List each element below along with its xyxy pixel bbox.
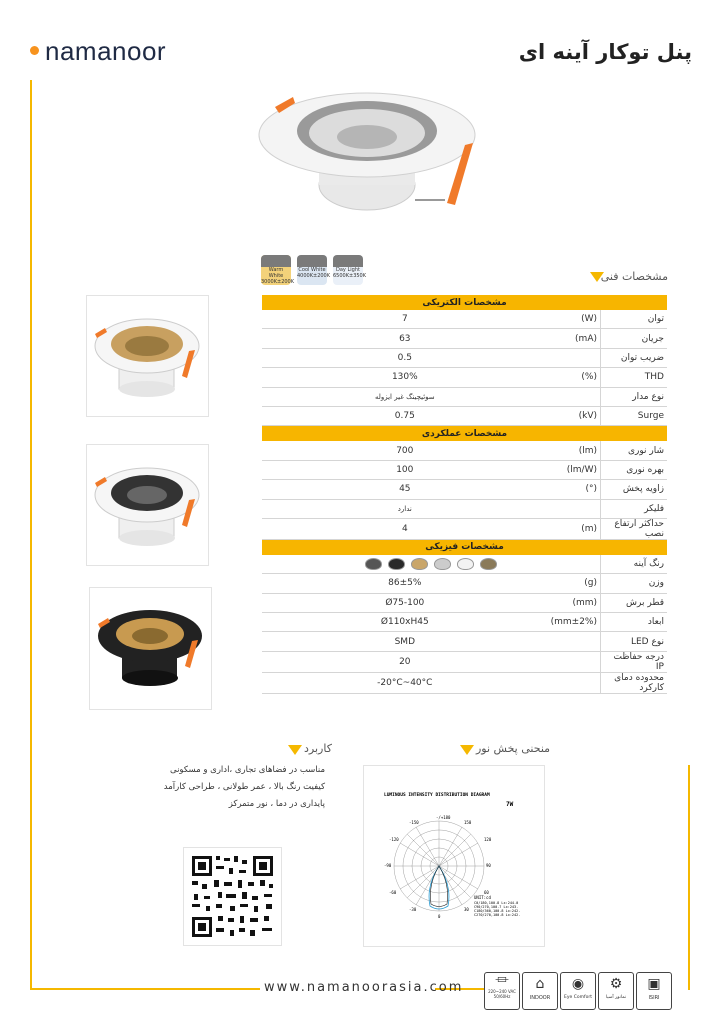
brand-name: namanoor <box>45 36 167 66</box>
usage-text: مناسب در فضاهای تجاری ،اداری و مسکونی کیفیت رنگ بالا ، عمر طولانی ، طراحی کارآمد پایداری در دما ، نور متمرکز <box>163 765 325 809</box>
svg-text:-90: -90 <box>384 863 392 868</box>
product-photo-black <box>86 444 209 566</box>
cool-white-icon: Cool White 4000K±200K <box>297 255 327 285</box>
svg-text:150: 150 <box>464 820 472 825</box>
eye-icon: ◉ <box>571 976 585 992</box>
specs-heading-arrow-icon <box>590 272 604 282</box>
table-row: SMD نوع LED <box>262 632 667 651</box>
warm-white-icon: Warm White 3000K±200K <box>261 255 291 285</box>
table-row: 63 (mA) جریان <box>262 329 667 348</box>
house-icon: ⌂ <box>535 976 545 992</box>
usage-heading: کاربرد <box>304 742 332 755</box>
mirror-color-swatches <box>262 555 601 574</box>
mirror-swatch-black <box>388 558 405 570</box>
website-url[interactable]: www.namanoorasia.com <box>264 980 464 995</box>
table-row: 4 (m) حداکثر ارتفاع نصب <box>262 518 667 539</box>
diagram-title: LUMINOUS INTENSITY DISTRIBUTION DIAGRAM <box>384 793 490 798</box>
voltage-badge: ⏛ 220~240 VAC 50/60Hz <box>484 972 520 1010</box>
svg-text:-60: -60 <box>389 890 397 895</box>
table-row: Ø110xH45 (mm±2%) ابعاد <box>262 613 667 632</box>
usage-arrow-icon <box>288 745 302 755</box>
svg-text:60: 60 <box>484 890 489 895</box>
page-title: پنل توکار آینه ای <box>518 40 692 64</box>
electrical-heading: مشخصات الکتریکی <box>262 295 667 310</box>
table-row: -20°C~40°C محدوده دمای کارکرد <box>262 672 667 693</box>
mirror-swatch-gold <box>411 558 428 570</box>
table-row: ندارد فلیکر <box>262 499 667 518</box>
frame-left-line <box>30 80 32 990</box>
physical-heading: مشخصات فیزیکی <box>262 539 667 555</box>
svg-text:-/+180: -/+180 <box>436 815 451 820</box>
distribution-heading: منحنی پخش نور <box>476 742 551 755</box>
mirror-swatch-white <box>457 558 474 570</box>
table-row: 0.75 (kV) Surge <box>262 406 667 425</box>
standard-badge: ▣ ISIRI <box>636 972 672 1010</box>
svg-text:UNIT:cd: UNIT:cd <box>474 895 491 900</box>
table-row: 100 (lm/W) بهره نوری <box>262 460 667 479</box>
table-row: 20 درجه حفاظت IP <box>262 651 667 672</box>
eye-comfort-badge: ◉ Eye Comfort <box>560 972 596 1010</box>
table-row: 86±5% (g) وزن <box>262 574 667 593</box>
svg-text:C180/360,100.8 Lx:242.: C180/360,100.8 Lx:242. <box>474 909 521 913</box>
brand-logo <box>30 36 166 67</box>
indoor-badge: ⌂ INDOOR <box>522 972 558 1010</box>
table-row: 7 (W) توان <box>262 310 667 329</box>
plug-icon: ⏛ <box>495 973 509 989</box>
namanoor-badge: ⚙ نمانور آسیا <box>598 972 634 1010</box>
product-photo-black-gold <box>89 587 212 710</box>
svg-text:30: 30 <box>464 907 469 912</box>
distribution-diagram <box>363 765 545 947</box>
product-photo-gold <box>86 295 209 417</box>
table-row: 130% (%) THD <box>262 368 667 387</box>
standard-icon: ▣ <box>647 976 661 992</box>
svg-text:90: 90 <box>486 863 491 868</box>
svg-text:0: 0 <box>438 914 441 919</box>
gear-icon: ⚙ <box>609 976 623 992</box>
svg-text:-120: -120 <box>389 837 399 842</box>
mirror-swatch-silver <box>434 558 451 570</box>
table-row: Ø75-100 (mm) قطر برش <box>262 593 667 612</box>
spec-table <box>262 295 667 694</box>
mirror-swatch-bronze <box>480 558 497 570</box>
daylight-icon: Day Light 6500K±350K <box>333 255 363 285</box>
svg-text:120: 120 <box>484 837 492 842</box>
svg-text:C270/270,100.8 Lx:242.: C270/270,100.8 Lx:242. <box>474 913 521 917</box>
product-hero-image <box>255 85 480 235</box>
brand-dot-icon <box>30 46 39 55</box>
svg-text:C0/180,100.8 Lx:244.0: C0/180,100.8 Lx:244.0 <box>474 901 519 905</box>
distribution-arrow-icon <box>460 745 474 755</box>
qr-code[interactable] <box>183 847 282 946</box>
svg-text:-150: -150 <box>409 820 419 825</box>
svg-text:C90/270,100.7 Lx:243.: C90/270,100.7 Lx:243. <box>474 905 519 909</box>
table-row: 45 (°) زاویه پخش <box>262 480 667 499</box>
frame-bottom-line <box>30 988 260 990</box>
svg-text:-30: -30 <box>409 907 417 912</box>
table-row: 700 (lm) شار نوری <box>262 441 667 460</box>
table-row: 0.5 ضریب توان <box>262 348 667 367</box>
table-row: سوئیچینگ غیر ایزوله نوع مدار <box>262 387 667 406</box>
specs-heading: مشخصات فنی <box>600 270 668 283</box>
diagram-wattage: 7W <box>506 801 514 808</box>
frame-right-line <box>688 765 690 990</box>
mirror-swatch-gray <box>365 558 382 570</box>
table-row: رنگ آینه <box>262 555 667 574</box>
operational-heading: مشخصات عملکردی <box>262 426 667 442</box>
